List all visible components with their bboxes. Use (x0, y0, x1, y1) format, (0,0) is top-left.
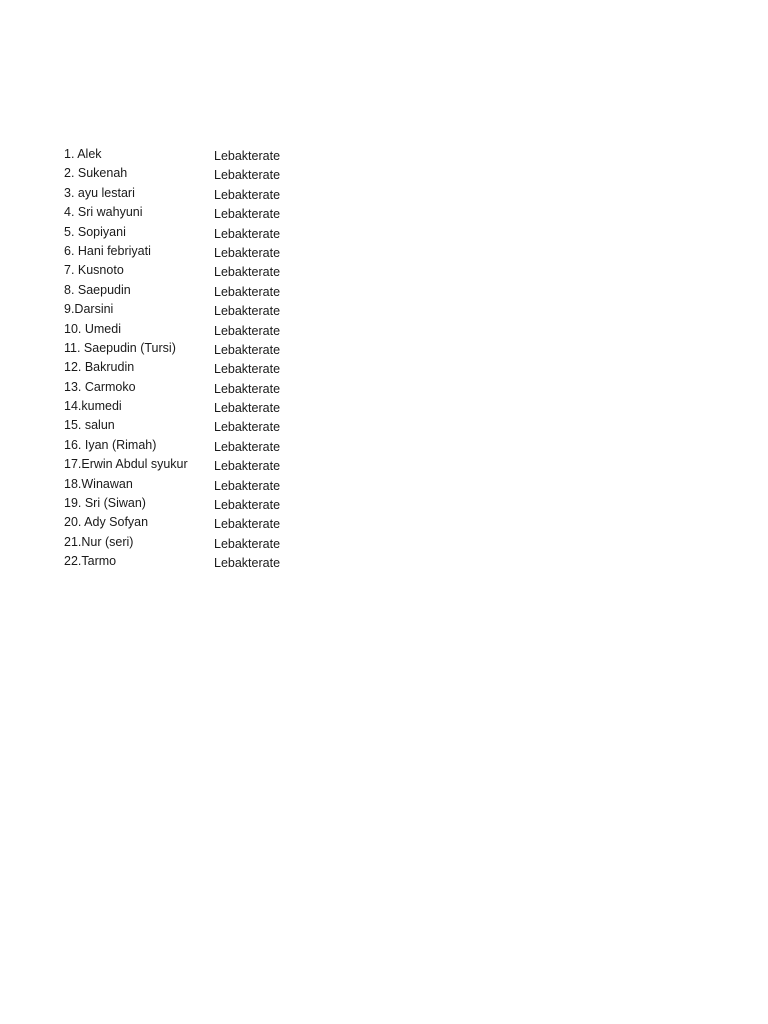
village-name: Lebakterate (214, 498, 281, 513)
list-item (64, 379, 364, 398)
village-name: Lebakterate (214, 439, 281, 454)
person-name: 10. Umedi (64, 321, 121, 336)
list-item (64, 321, 364, 340)
person-name: 9.Darsini (64, 302, 114, 317)
person-name: 22.Tarmo (64, 554, 117, 569)
person-name: 14.kumedi (64, 399, 122, 414)
village-name: Lebakterate (214, 265, 281, 280)
village-name: Lebakterate (214, 284, 281, 299)
village-name: Lebakterate (214, 323, 281, 338)
village-name: Lebakterate (214, 556, 281, 571)
village-name: Lebakterate (214, 478, 281, 493)
village-name: Lebakterate (214, 536, 281, 551)
list-item (64, 146, 364, 165)
name-list (64, 146, 364, 573)
village-name: Lebakterate (214, 401, 281, 416)
village-name: Lebakterate (214, 149, 281, 163)
list-item (64, 398, 364, 417)
person-name: 18.Winawan (64, 476, 133, 491)
list-item (64, 476, 364, 495)
village-name: Lebakterate (214, 226, 281, 241)
list-item (64, 204, 364, 223)
person-name: 3. ayu lestari (64, 185, 135, 200)
village-name: Lebakterate (214, 517, 281, 532)
list-item (64, 456, 364, 475)
list-item (64, 282, 364, 301)
list-item (64, 224, 364, 243)
list-item (64, 437, 364, 456)
village-name: Lebakterate (214, 342, 281, 357)
list-item (64, 495, 364, 514)
village-name: Lebakterate (214, 420, 281, 435)
list-item (64, 243, 364, 262)
list-item (64, 301, 364, 320)
person-name: 20. Ady Sofyan (64, 515, 149, 530)
person-name: 6. Hani febriyati (64, 243, 151, 258)
person-name: 2. Sukenah (64, 166, 128, 181)
list-item (64, 553, 364, 572)
person-name: 4. Sri wahyuni (64, 205, 143, 220)
person-name: 15. salun (64, 418, 115, 433)
person-name: 11. Saepudin (Tursi) (64, 340, 176, 355)
person-name: 8. Saepudin (64, 282, 131, 297)
list-item (64, 359, 364, 378)
list-item (64, 165, 364, 184)
village-name: Lebakterate (214, 168, 281, 183)
person-name: 12. Bakrudin (64, 360, 135, 375)
village-name: Lebakterate (214, 245, 281, 260)
village-name: Lebakterate (214, 207, 281, 222)
village-name: Lebakterate (214, 362, 281, 377)
village-name: Lebakterate (214, 187, 281, 202)
person-name: 13. Carmoko (64, 379, 136, 394)
village-name: Lebakterate (214, 381, 281, 396)
list-item (64, 417, 364, 436)
person-name: 21.Nur (seri) (64, 534, 134, 549)
village-name: Lebakterate (214, 304, 281, 319)
person-name: 17.Erwin Abdul syukur (64, 457, 188, 472)
list-item (64, 185, 364, 204)
list-item (64, 514, 364, 533)
person-name: 1. Alek (64, 147, 102, 161)
village-name: Lebakterate (214, 459, 281, 474)
list-item (64, 534, 364, 553)
person-name: 19. Sri (Siwan) (64, 496, 146, 511)
person-name: 7. Kusnoto (64, 263, 124, 278)
person-name: 5. Sopiyani (64, 224, 126, 239)
list-item (64, 262, 364, 281)
person-name: 16. Iyan (Rimah) (64, 437, 157, 452)
list-item (64, 340, 364, 359)
